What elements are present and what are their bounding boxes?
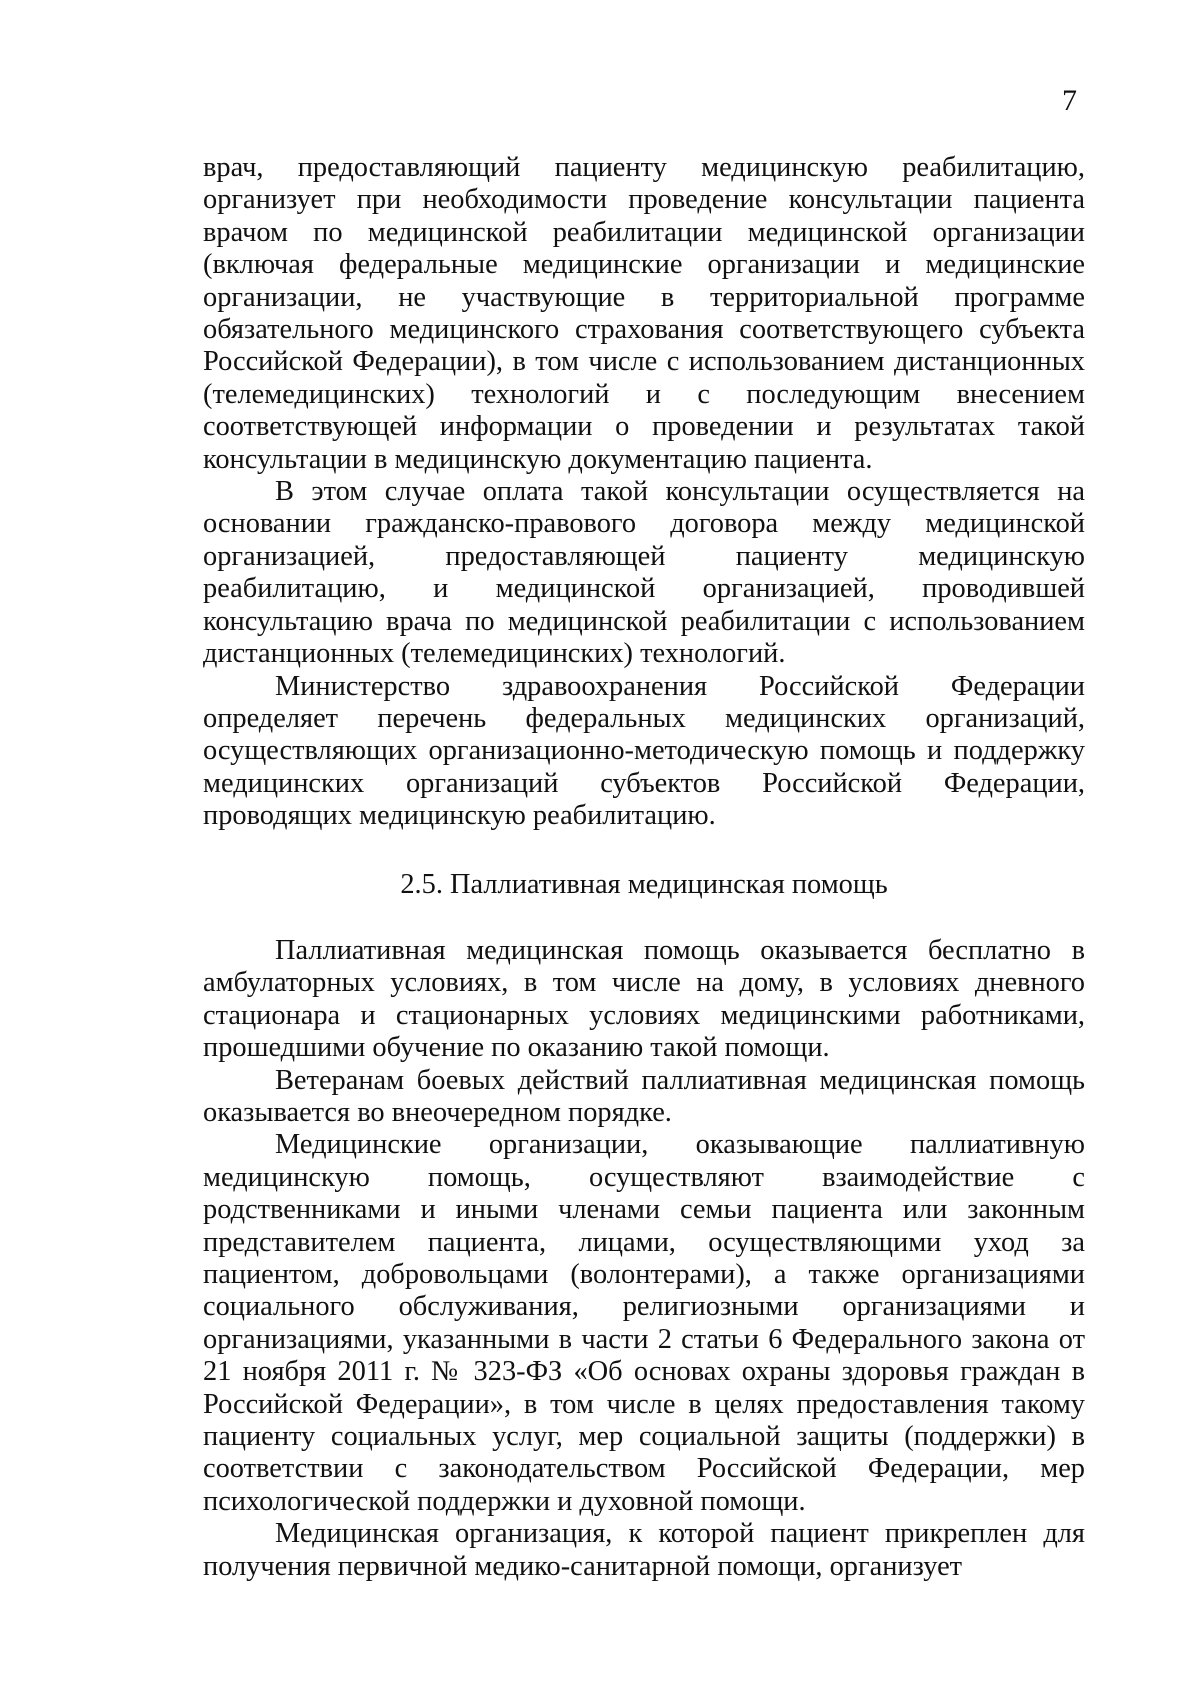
paragraph-ministry: Министерство здравоохранения Российской Федерации определяет перечень федеральных медицинских организаций, осуществляющих организационно-методическую помощь и поддержку медицинских организаций субъектов Российской Федерации, проводящих медицинскую реабилитацию. <box>203 670 1085 832</box>
document-body <box>203 152 1085 1583</box>
paragraph-interaction: Медицинские организации, оказывающие паллиативную медицинскую помощь, осуществляют взаимодействие с родственниками и иными членами семьи пациента или законным представителем пациента, лицами, осуществляющими уход за пациентом, добровольцами (волонтерами), а также организациями социального обслуживания, религиозными организациями и организациями, указанными в части 2 статьи 6 Федерального закона от 21 ноября 2011 г. № 323-ФЗ «Об основах охраны здоровья граждан в Российской Федерации», в том числе в целях предоставления такому пациенту социальных услуг, мер социальной защиты (поддержки) в соответствии с законодательством Российской Федерации, мер психологической поддержки и духовной помощи. <box>203 1129 1085 1517</box>
section-heading: 2.5. Паллиативная медицинская помощь <box>400 868 888 900</box>
paragraph-attached-organization: Медицинская организация, к которой пациент прикреплен для получения первичной медико-санитарной помощи, организует <box>203 1518 1085 1582</box>
paragraph-payment: В этом случае оплата такой консультации осуществляется на основании гражданско-правового договора между медицинской организацией, предоставляющей пациенту медицинскую реабилитацию, и медицинской организацией, проводившей консультацию врача по медицинской реабилитации с использованием дистанционных (телемедицинских) технологий. <box>203 476 1085 670</box>
paragraph-palliative-free: Паллиативная медицинская помощь оказывается бесплатно в амбулаторных условиях, в том числе на дому, в условиях дневного стационара и стационарных условиях медицинскими работниками, прошедшими обучение по оказанию такой помощи. <box>203 934 1085 1064</box>
paragraph-continuation: врач, предоставляющий пациенту медицинскую реабилитацию, организует при необходимости проведение консультации пациента врачом по медицинской реабилитации медицинской организации (включая федеральные медицинские организации и медицинские организации, не участвующие в территориальной программе обязательного медицинского страхования соответствующего субъекта Российской Федерации), в том числе с использованием дистанционных (телемедицинских) технологий и с последующим внесением соответствующей информации о проведении и результатах такой консультации в медицинскую документацию пациента. <box>203 152 1085 475</box>
page-number: 7 <box>1062 84 1077 117</box>
paragraph-veterans: Ветеранам боевых действий паллиативная медицинская помощь оказывается во внеочередном порядке. <box>203 1064 1085 1128</box>
